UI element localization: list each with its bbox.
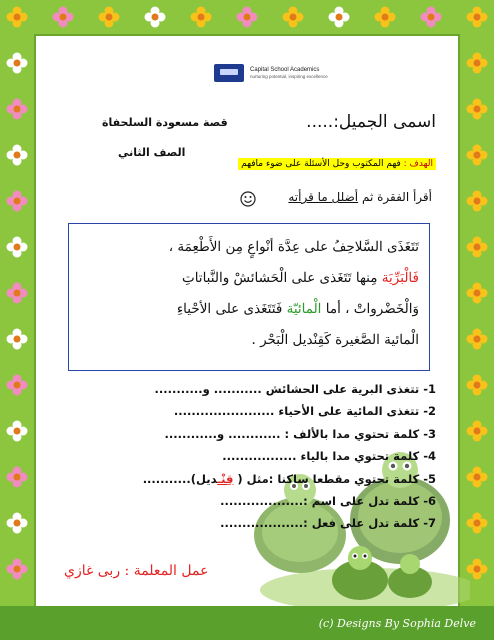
- flower-icon: [6, 52, 28, 74]
- passage-line: [79, 294, 419, 325]
- instruction-emphasis: أضلل ما قرأته: [288, 190, 359, 204]
- instruction-prefix: أقرأ الفقرة ثم: [361, 190, 432, 204]
- flower-icon: [374, 6, 396, 28]
- passage-highlight-water: الْمائيّة: [286, 301, 322, 317]
- flower-icon: [466, 6, 488, 28]
- flower-icon: [6, 282, 28, 304]
- goal-label: الهدف :: [403, 159, 433, 169]
- flower-icon: [466, 236, 488, 258]
- passage-text: وَالْخَضْرواتْ ، أما: [321, 301, 419, 317]
- teacher-credit: عمل المعلمة : ربى غازي: [64, 563, 209, 579]
- reading-passage: [68, 223, 430, 371]
- passage-line: تَتَغَذَى السَّلاحِفُ على عِدَّة أنْواعٍ مِن الأَطْعِمَة ،: [168, 239, 419, 255]
- question-list: [56, 378, 436, 535]
- question-item: 7- كلمة تدل على فعل :...................: [220, 516, 436, 531]
- flower-icon: [6, 328, 28, 350]
- flower-icon: [466, 420, 488, 442]
- passage-text: فَتَتَغَذى على الأحْياءِ: [176, 301, 287, 317]
- grade-label: الصف الثاني: [118, 146, 186, 159]
- goal-text: فهم المكتوب وحل الأسئلة على ضوء مافهم: [241, 159, 401, 169]
- flower-icon: [466, 282, 488, 304]
- flower-icon: [6, 466, 28, 488]
- flower-icon: [420, 6, 442, 28]
- question-item: 3- كلمة تحتوي مدا بالألف : ............ و............: [164, 426, 436, 441]
- passage-line: [79, 263, 419, 294]
- flower-icon: [466, 52, 488, 74]
- question-text: ديل)...........: [142, 471, 218, 486]
- question-sample-syllable: قِنْـ: [217, 471, 234, 486]
- flower-icon: [6, 144, 28, 166]
- lesson-goal: [238, 158, 436, 170]
- designer-credit: (c) Designs By Sophia Delve: [318, 617, 476, 630]
- school-tagline: nurturing potential, inspiring excellence: [250, 73, 328, 79]
- flower-icon: [466, 374, 488, 396]
- flower-icon: [6, 374, 28, 396]
- flower-icon: [466, 190, 488, 212]
- flower-icon: [190, 6, 212, 28]
- question-item: 4- كلمة تحتوي مدا بالياء .................: [222, 449, 436, 464]
- question-text: 5- كلمة تحتوي مقطعا ساكنا :مثل (: [233, 471, 436, 486]
- flower-icon: [466, 328, 488, 350]
- smiley-icon: [240, 191, 256, 207]
- school-crest-icon: [214, 64, 244, 82]
- passage-text: مِنها تَتَغَذى على الْحَشائشْ والنَّباتاتِ: [181, 270, 382, 286]
- passage-line: الْمائية الصَّغيرة كَقِنْديل الْبَحْر .: [251, 332, 419, 348]
- flower-icon: [6, 98, 28, 120]
- flower-icon: [6, 236, 28, 258]
- reading-instruction: [288, 190, 432, 204]
- flower-icon: [144, 6, 166, 28]
- flower-icon: [466, 98, 488, 120]
- flower-icon: [466, 144, 488, 166]
- flower-icon: [52, 6, 74, 28]
- footer-strip: [0, 606, 494, 640]
- question-item: 1- تتغذى البرية على الحشائش ........... و...........: [154, 382, 436, 396]
- school-name: Capital School Academics: [250, 66, 320, 73]
- question-item: [56, 468, 436, 490]
- flower-icon: [6, 420, 28, 442]
- flower-icon: [6, 512, 28, 534]
- flower-icon: [282, 6, 304, 28]
- question-item: 6- كلمة تدل على اسم :...................: [220, 493, 436, 508]
- flower-icon: [98, 6, 120, 28]
- school-logo: [214, 60, 384, 86]
- flower-icon: [328, 6, 350, 28]
- flower-icon: [236, 6, 258, 28]
- passage-highlight-land: فَالْبَرِّيَة: [381, 270, 419, 286]
- student-name-field: اسمى الجميل:.....: [306, 112, 436, 132]
- flower-icon: [6, 190, 28, 212]
- flower-icon: [6, 558, 28, 580]
- flower-icon: [6, 6, 28, 28]
- question-item: 2- تتغذى المائية على الأحياء .......................: [173, 404, 436, 419]
- story-title: قصة مسعودة السلحفاة: [102, 116, 228, 129]
